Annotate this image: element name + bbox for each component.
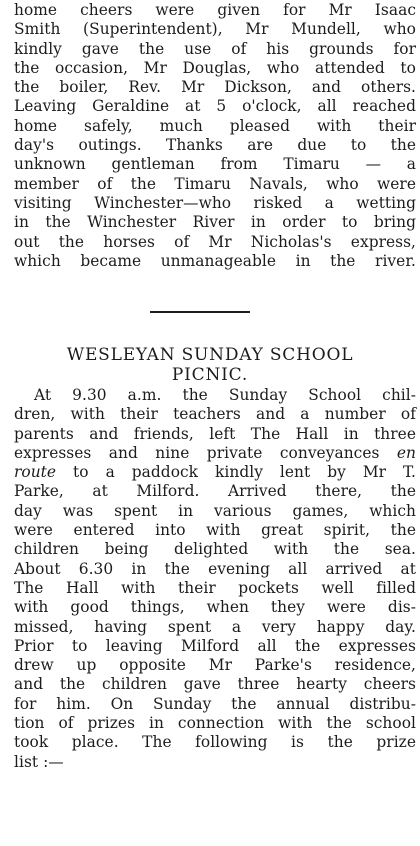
text-segment: to a paddock kindly lent by Mr T. (56, 463, 416, 482)
article-body (14, 386, 416, 772)
text-line: for him. On Sunday the annual distribu- (14, 694, 416, 713)
text-line: and the children gave three hearty cheers (14, 675, 416, 694)
italic-text: route (14, 463, 57, 482)
article-heading-continued: PICNIC. (171, 365, 249, 385)
text-line: home cheers were given for Mr Isaac (14, 1, 416, 19)
text-line-with-italic (14, 463, 416, 482)
article-continuation (14, 1, 416, 271)
text-line: unknown gentleman from Timaru — a (14, 155, 416, 174)
text-line: At 9.30 a.m. the Sunday School chil- (34, 386, 416, 404)
text-line: Prior to leaving Milford all the expresses (14, 636, 416, 655)
text-line: list :— (14, 752, 64, 771)
text-line: which became unmanageable in the river. (14, 251, 416, 270)
text-line: with good things, when they were dis- (14, 598, 416, 617)
text-line: Parke, at Milford. Arrived there, the (14, 482, 416, 501)
text-line: home safely, much pleased with their (14, 116, 416, 135)
text-line: in the Winchester River in order to bring (14, 213, 416, 232)
text-line: drew up opposite Mr Parke's residence, (14, 656, 416, 675)
text-line: the boiler, Rev. Mr Dickson, and others. (14, 78, 416, 97)
text-line: the occasion, Mr Douglas, who attended to (14, 58, 416, 77)
text-line: day's outings. Thanks are due to the (14, 136, 416, 155)
text-line: out the horses of Mr Nicholas's express, (14, 232, 416, 251)
text-line: dren, with their teachers and a number of (14, 405, 416, 424)
text-line: The Hall with their pockets well filled (14, 578, 416, 597)
text-line: took place. The following is the prize (14, 733, 416, 752)
text-line: children being delighted with the sea. (14, 540, 416, 559)
article-heading: WESLEYAN SUNDAY SCHOOL (66, 345, 354, 365)
text-line: were entered into with great spirit, the (14, 521, 416, 540)
text-line: Leaving Geraldine at 5 o'clock, all reached (14, 97, 416, 116)
text-line: visiting Winchester—who risked a wetting (14, 193, 416, 212)
text-line: member of the Timaru Navals, who were (14, 174, 416, 193)
text-line: tion of prizes in connection with the school (14, 714, 416, 733)
text-line-with-italic (14, 444, 416, 463)
text-line: day was spent in various games, which (14, 501, 416, 520)
text-line: About 6.30 in the evening all arrived at (14, 559, 416, 578)
italic-text: en (396, 443, 416, 462)
text-line: Smith (Superintendent), Mr Mundell, who (14, 20, 416, 39)
section-divider (150, 311, 250, 313)
text-line: kindly gave the use of his grounds for (14, 39, 416, 58)
text-line: missed, having spent a very happy day. (14, 617, 416, 636)
text-segment: expresses and nine private conveyances (14, 443, 380, 462)
text-line: parents and friends, left The Hall in three (14, 424, 416, 443)
